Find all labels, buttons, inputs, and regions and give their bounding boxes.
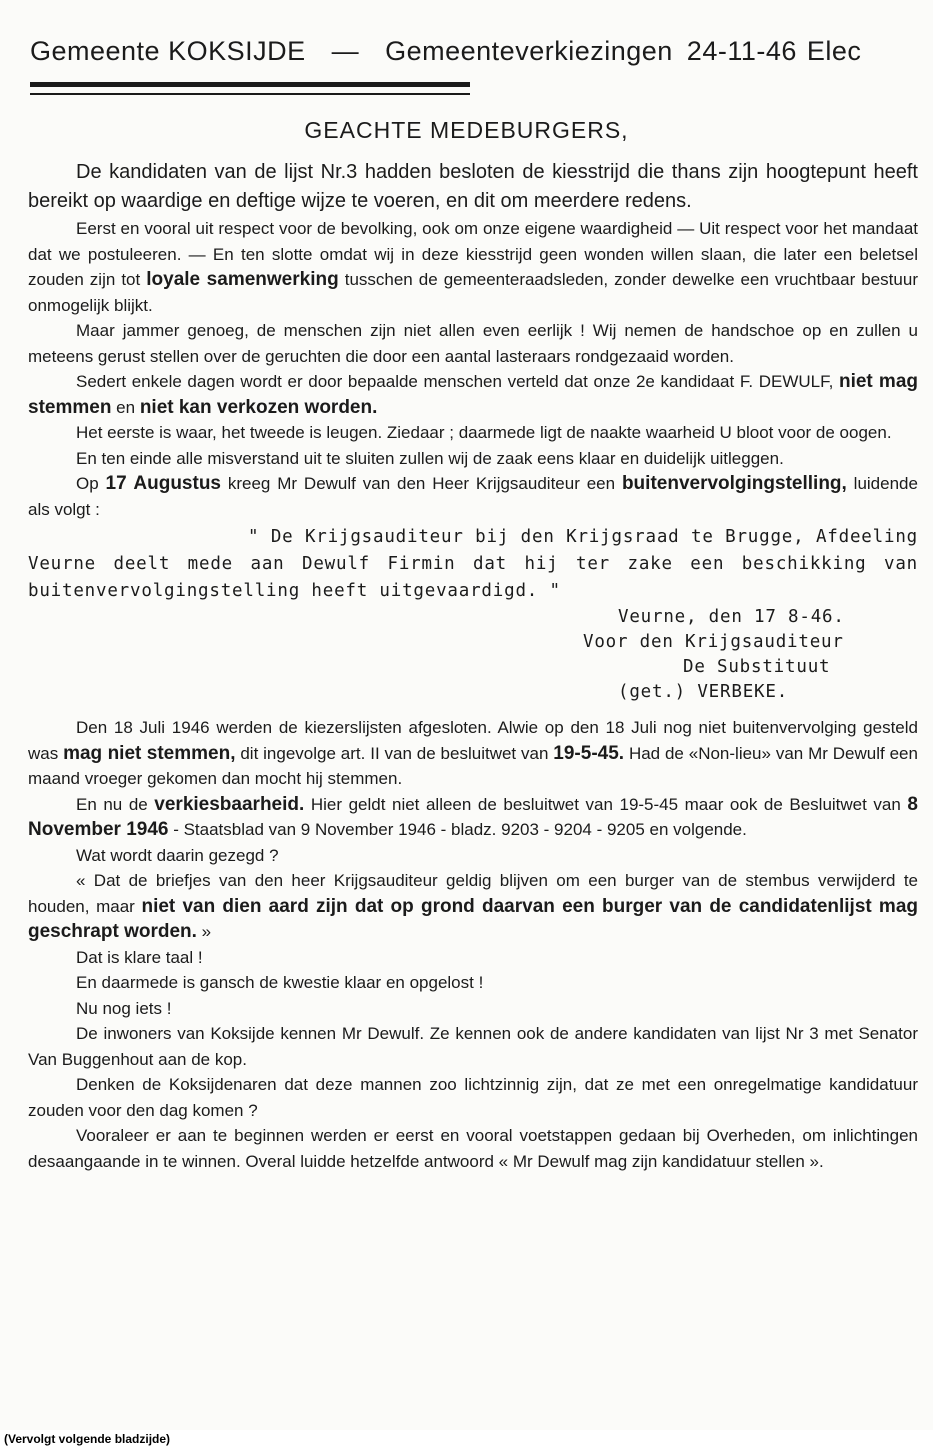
emphasis: mag niet stemmen, <box>63 742 236 764</box>
text: En nu de <box>76 794 148 814</box>
municipality-name: Gemeente KOKSIJDE <box>30 36 306 66</box>
masthead-rule-thick <box>30 82 470 87</box>
election-date: 24-11-46 <box>686 36 797 66</box>
paragraph-claim <box>28 369 918 420</box>
paragraph-residents: De inwoners van Koksijde kennen Mr Dewulf. Ze kennen ook de andere kandidaten van lijst Nr 3 met Senator Van Buggenhout aan de kop. <box>28 1024 918 1069</box>
paragraph-august <box>28 471 918 522</box>
text: Eerst en vooral uit respect voor de bevolking, ook om onze eigene waardigheid — Uit respect voor het mandaat dat we postuleeren. — En ten slotte omdat wij in deze kiesstrijd geen wonden willen slaan, die later een beletsel zouden zijn tot <box>28 219 918 289</box>
paragraph-question: Wat wordt daarin gezegd ? <box>76 845 279 865</box>
paragraph-question-2: Denken de Koksijdenaren dat deze mannen zoo lichtzinnig zijn, dat ze met een onregelmatige kandidatuur zouden voor den dag komen ? <box>28 1075 918 1120</box>
paragraph-eligibility <box>28 792 918 843</box>
text: Sedert enkele dagen wordt er door bepaalde menschen verteld dat onze 2e kandidaat F. DEWULF, <box>76 372 834 391</box>
paragraph-truth: Het eerste is waar, het tweede is leugen. Ziedaar ; daarmede ligt de naakte waarheid U bloot voor de oogen. <box>76 423 892 442</box>
paragraph-decree-quote <box>28 868 918 945</box>
text: en <box>116 397 136 417</box>
emphasis: niet mag stemmen <box>28 371 918 418</box>
text: dit ingevolge art. II van de besluitwet van <box>240 743 549 763</box>
text: kreeg Mr Dewulf van den Heer Krijgsauditeur een <box>227 474 616 493</box>
paragraph-clear: Dat is klare taal ! <box>76 947 203 967</box>
intro-paragraph: De kandidaten van de lijst Nr.3 hadden besloten de kiesstrijd die thans zijn hoogtepunt heeft bereikt op waardige en deftige wijze te voeren, en dit om meerdere redens. <box>28 161 918 212</box>
paragraph-resolved: En daarmede is gansch de kwestie klaar en opgelost ! <box>76 973 484 992</box>
masthead-dash: — <box>331 36 360 66</box>
masthead-rule-thin <box>30 93 470 95</box>
signature-line-3: (get.) VERBEKE. <box>618 682 789 702</box>
emphasis: loyale samenwerking <box>146 269 339 290</box>
signature-line-1: Voor den Krijgsauditeur <box>583 632 844 652</box>
emphasis: 8 November 1946 <box>28 793 918 840</box>
election-title: Gemeenteverkiezingen <box>385 36 673 66</box>
emphasis: 17 Augustus <box>105 473 221 494</box>
continued-note: (Vervolgt volgende bladzijde) <box>4 1432 171 1446</box>
text: Den 18 Juli 1946 werden de kiezerslijsten afgesloten. Alwie op den 18 Juli nog niet buitenvervolging gesteld was <box>28 718 918 763</box>
text: » <box>201 922 212 941</box>
paragraph-respect <box>28 216 918 318</box>
paragraph-rumours: Maar jammer genoeg, de menschen zijn niet allen even eerlijk ! Wij nemen de handschoe op en zullen u meteens gerust stellen over de geruchten die door een aantal lasteraars rondgezaaid worden. <box>28 321 918 366</box>
emphasis: 19-5-45. <box>553 742 625 764</box>
spacer <box>28 705 918 715</box>
paragraph-voter-lists <box>28 715 918 792</box>
truncated-word: Elec <box>806 36 862 66</box>
emphasis: niet kan verkozen worden. <box>139 396 378 418</box>
emphasis: buitenvervolgingstelling, <box>621 473 847 494</box>
emphasis: niet van dien aard zijn dat op grond daarvan een burger van de candidatenlijst mag geschrapt worden. <box>28 895 918 942</box>
text: luidende als volgt : <box>28 474 918 519</box>
paragraph-explain: En ten einde alle misverstand uit te sluiten zullen wij de zaak eens klaar en duidelijk uitleggen. <box>76 448 784 468</box>
masthead <box>30 36 933 70</box>
text: Hier geldt niet alleen de besluitwet van 19-5-45 maar ook de Besluitwet van <box>310 794 901 814</box>
auditor-quote: " De Krijgsauditeur bij den Krijgsraad te Brugge, Afdeeling Veurne deelt mede aan Dewulf Firmin dat hij ter zake een beschikking van buitenvervolgingstelling heeft uitgevaardigd. " <box>28 527 918 601</box>
text: « Dat de briefjes van den heer Krijgsauditeur geldig blijven om een burger van de stembus verwijderd te houden, maar <box>28 871 918 916</box>
paragraph-one-more: Nu nog iets ! <box>76 998 172 1018</box>
text: Op <box>76 474 99 493</box>
text: Had de «Non-lieu» van Mr Dewulf een maand vroeger gekomen dan mocht hij stemmen. <box>28 743 918 788</box>
paragraph-inquiries: Vooraleer er aan te beginnen werden er eerst en vooral voetstappen gedaan bij Overheden, om inlichtingen desaangaande in te winnen. Overal luidde hetzelfde antwoord « Mr Dewulf mag zijn kandidatuur stellen ». <box>28 1126 918 1171</box>
text: - Staatsblad van 9 November 1946 - bladz. 9203 - 9204 - 9205 en volgende. <box>173 820 747 839</box>
text: tusschen de gemeenteraadsleden, zonder dewelke een vruchtbaar bestuur onmogelijk blijkt. <box>28 270 918 315</box>
salutation: GEACHTE MEDEBURGERS, <box>304 117 629 143</box>
signature-place: Veurne, den 17 8-46. <box>618 607 845 627</box>
signature-line-2: De Substituut <box>683 657 831 677</box>
emphasis: verkiesbaarheid. <box>154 793 305 815</box>
article-body <box>28 158 918 1174</box>
